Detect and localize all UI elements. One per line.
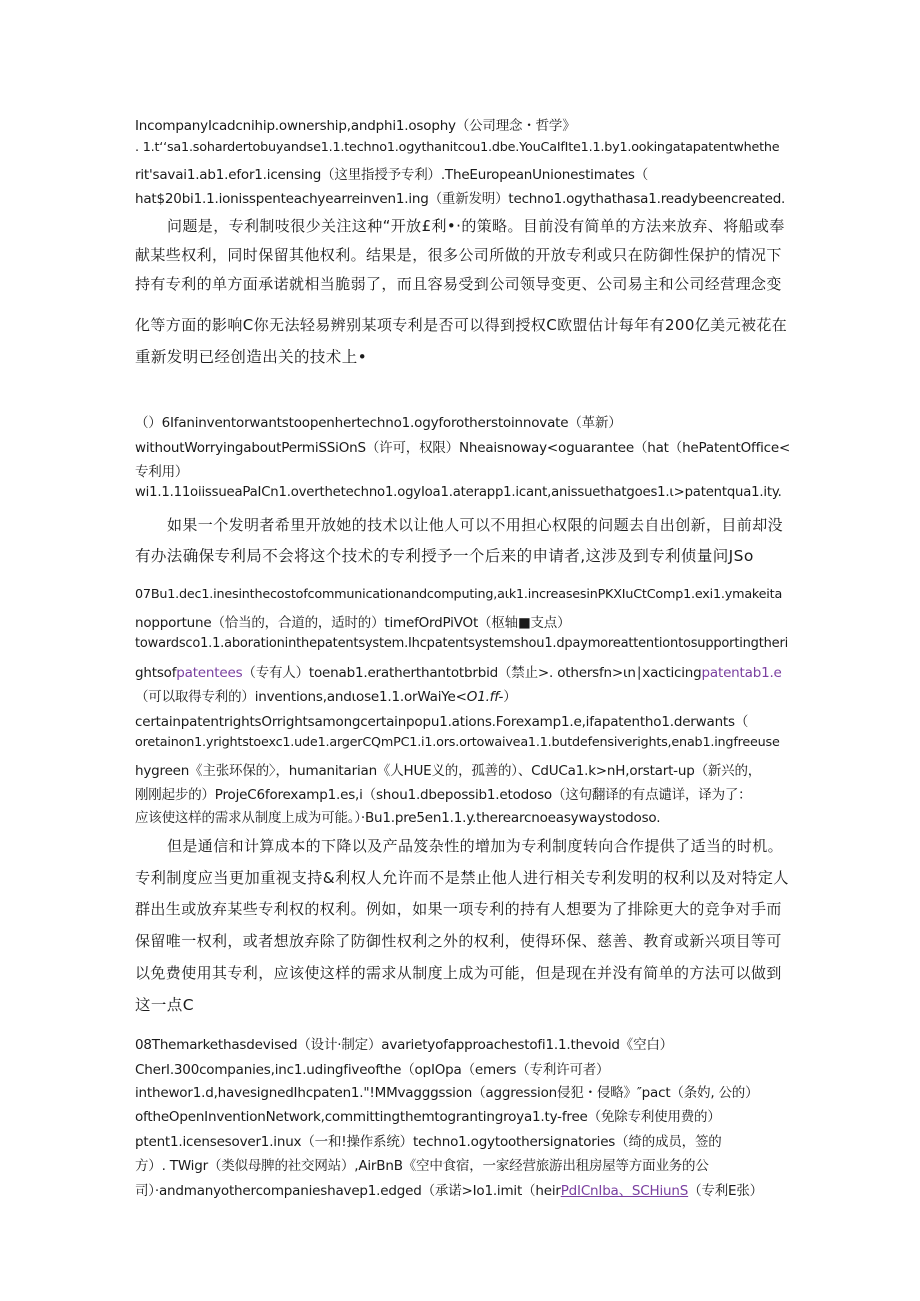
text-line: nopportune（恰当的，合道的，适时的）timefOrdPiVOt（枢轴■支点） [135, 615, 571, 631]
line-segment: （可以取得专利的）inventions,andιose1.1.orWaiYe [135, 689, 456, 705]
text-line: inthewor1.d,havesignedIhcpaten1."!MMvagggssion（aggression侵犯・侵略》″pact（条妁, 公的） [135, 1085, 759, 1101]
line-segment: （专利E张） [688, 1183, 763, 1199]
text-line: 献某些权利，同时保留其他权利。结果是，很多公司所做的开放专利或只在防御性保护的情况下 [135, 246, 782, 264]
text-line: 但是通信和计算成本的下降以及产品笈杂性的增加为专利制度转向合作提供了适当的时机。 [167, 837, 784, 855]
line-segment: <O1.ff- [455, 689, 504, 705]
line-segment: （专有人）toenab1.eratherthantotbrbid（禁止>. othersfn>ιn∣xacticing [242, 665, 702, 681]
text-line: hat$20bi1.1.ionisspenteachyearreinven1.ing（重新发明）techno1.ogythathasa1.readybeencreated. [135, 191, 786, 207]
line-segment: ghtsof [135, 665, 177, 681]
text-line: 重新发明已经创造出关的技术上• [135, 348, 368, 366]
text-line: rit'savai1.ab1.efor1.icensing（这里指授予专利）.TheEuropeanUnionestimates（ [135, 167, 649, 183]
text-line: oftheOpenInventionNetwork,committingthemtograntingroya1.ty-free（免除专利使用费的） [135, 1109, 721, 1125]
text-line: 如果一个发明者希里开放她的技术以让他人可以不用担心权限的问题去自出创新，目前却没 [167, 516, 784, 534]
text-line: 化等方面的影响C你无法轻易辨别某项专利是否可以得到授权C欧盟估计每年有200亿美元被花在 [135, 316, 788, 334]
text-line: 专利用） [135, 464, 189, 480]
text-line: 问题是，专利制吱很少关注这种“开放£利•·的策略。目前没有简单的方法来放弃、将船或奉 [167, 217, 785, 235]
text-line: wi1.1.11oiissueaPaICn1.overthetechno1.ogyIoa1.aterapp1.icant,anissuethatgoes1.ι>patentqua1.ity. [135, 485, 782, 500]
text-line: 这一点C [135, 996, 194, 1014]
text-line: 刚刚起步的）ProjeC6forexamp1.es,i（shou1.dbepossib1.etodoso（这句翻译的有点谴详，译为了： [135, 787, 752, 803]
text-line: 持有专利的单方面承诺就相当脆弱了，而且容易受到公司领导变更、公司易主和公司经营理念变 [135, 275, 782, 293]
text-line [135, 661, 782, 681]
text-line: 以免费使用其专利，应该使这样的需求从制度上成为可能，但是现在并没有简单的方法可以做到 [135, 964, 782, 982]
highlight-term: patentees [176, 665, 243, 681]
text-line: withoutWorryingaboutPermiSSiOnS（许可，权限）Nheaisnoway<oguarantee（hat（hePatentOffice< [135, 440, 791, 456]
text-line: 有办法确保专利局不会将这个技术的专利授予一个后来的申请者,这涉及到专利侦量问JSo [135, 547, 754, 565]
text-line: towardsco1.1.aborationinthepatentsystem.Ihcpatentsystemshou1.dpaymoreattentiontosupportingtheri [135, 636, 789, 651]
text-line: 保留唯一权利，或者想放弃除了防御性权利之外的权利，使得环保、慈善、教育或新兴项目等可 [135, 932, 782, 950]
line-segment: 司）·andmanyothercompanieshavep1.edged（承诺>Io1.imit（heir [135, 1183, 561, 1199]
text-line: . 1.t‘‘sa1.sohardertobuyandse1.1.techno1.ogythanitcou1.dbe.YouCaIfIte1.1.by1.ookingatapatentwhethe [135, 140, 780, 155]
text-line: oretainon1.yrightstoexc1.ude1.argerCQmPC1.i1.ors.ortowaivea1.1.butdefensiverights,enab1.ingfreeuse [135, 735, 780, 750]
text-line: 方）. TWigr（类似母脾的社交网站）,AirBnB《空中食宿，一家经营旅游出租房屋等方面业务的公 [135, 1158, 709, 1174]
text-line: hygreen《主张环保的〉，humanitarian《人HUE义的，孤善的）、CdUCa1.k>nH,orstart-up（新兴的， [135, 763, 762, 779]
text-line: certainpatentrightsOrrightsamongcertainpopu1.ations.Forexamp1.e,ifapatentho1.derwants（ [135, 714, 749, 730]
text-line: CherI.300companies,inc1.udingfiveofthe（opIOpa（emers（专利许可者） [135, 1062, 610, 1078]
text-line: 07Bu1.dec1.inesinthecostofcommunicationandcomputing,aιk1.increasesinPKXIuCtComp1.exi1.ymakeita [135, 587, 783, 602]
text-line: （）6Ifaninventorwantstoopenhertechno1.ogyforotherstoinnovate（革新） [135, 415, 622, 431]
highlight-term: patentab1.e [701, 665, 782, 681]
text-line: 群出生或放弃某些专利权的权利。例如，如果一项专利的持有人想要为了排除更大的竞争对手而 [135, 900, 782, 918]
text-line: 应该使这样的需求从制度上成为可能。）·Bu1.pre5en1.1.y.therearcnoeasywaystodoso. [135, 810, 661, 826]
highlight-term: PdICnIba、SCHiunS [560, 1183, 689, 1199]
text-line: 08Themarkethasdevised（设计·制定）avarietyofapproachestofi1.1.thevoid《空白） [135, 1037, 673, 1053]
line-segment: ） [503, 689, 517, 705]
text-line [135, 685, 517, 705]
text-line [135, 1179, 763, 1199]
text-line: IncompanyIcadcnihip.ownership,andphi1.osophy（公司理念・哲学》 [135, 118, 576, 134]
text-line: 专利制度应当更加重视支持&利权人允许而不是禁止他人进行相关专利发明的权利以及对特定人 [135, 869, 789, 887]
text-line: ptent1.icensesover1.inux（一和!操作系统）techno1.ogytoothersignatories（绮的成员，签的 [135, 1134, 722, 1150]
